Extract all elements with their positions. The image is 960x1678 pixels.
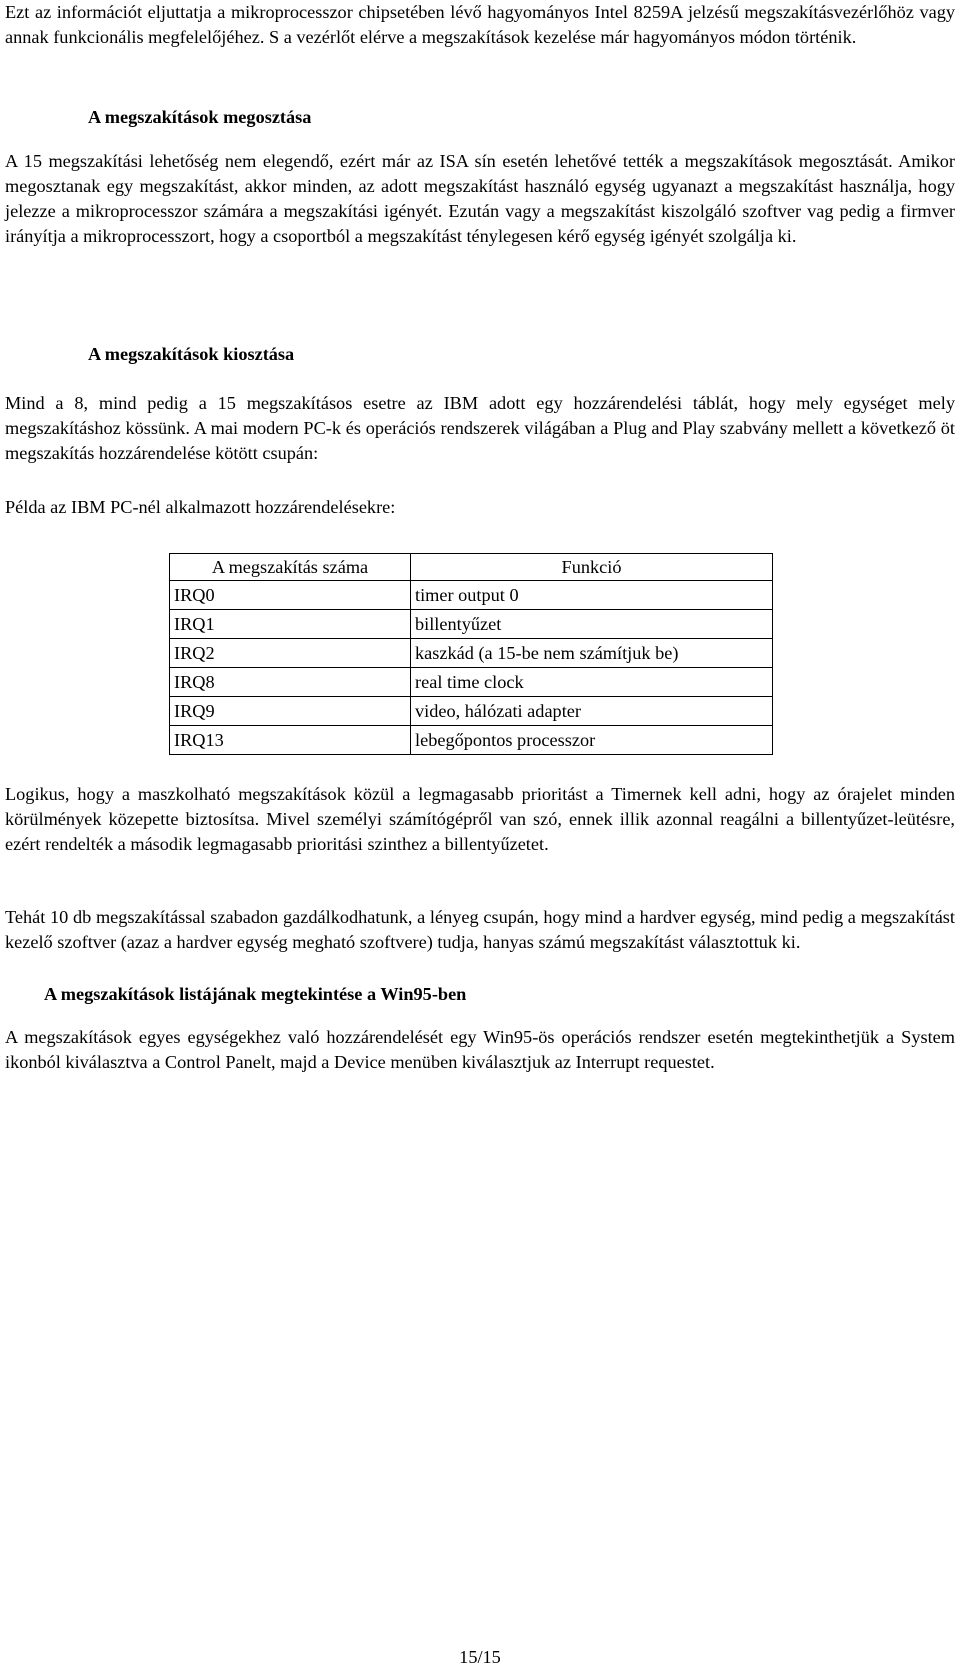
table-cell-irq: IRQ0 [170, 581, 411, 610]
table-header-function: Funkció [411, 554, 773, 581]
table-header-irq-number: A megszakítás száma [170, 554, 411, 581]
paragraph-win95: A megszakítások egyes egységekhez való hozzárendelését egy Win95-ös operációs rendszer esetén megtekinthetjük a System ikonból kiválasztva a Control Panelt, majd a Device menüben kiválasztjuk az Interrupt requestet. [5, 1027, 955, 1072]
table-row [170, 668, 773, 697]
table-row [170, 697, 773, 726]
table-cell-irq: IRQ2 [170, 639, 411, 668]
table-cell-function: timer output 0 [411, 581, 773, 610]
table-cell-function: billentyűzet [411, 610, 773, 639]
table-cell-irq: IRQ1 [170, 610, 411, 639]
paragraph-logic: Logikus, hogy a maszkolható megszakítások közül a legmagasabb prioritást a Timernek kell adni, hogy az órajelet minden körülmények közepette biztosítsa. Mivel személyi számítógépről van szó, ennek illik azonnal reagálni a billentyűzet-leütésre, ezért rendelték a második legmagasabb prioritási szinthez a billentyűzetet. [5, 784, 955, 854]
table-cell-function: video, hálózati adapter [411, 697, 773, 726]
heading-allocation: A megszakítások kiosztása [88, 344, 295, 364]
table-row [170, 639, 773, 668]
paragraph-free-interrupts: Tehát 10 db megszakítással szabadon gazdálkodhatunk, a lényeg csupán, hogy mind a hardver egység, mind pedig a megszakítást kezelő szoftver (azaz a hardver egység megható szoftvere) tudja, hanyas számú megszakítást választottuk ki. [5, 907, 955, 952]
table-cell-irq: IRQ9 [170, 697, 411, 726]
paragraph-sharing: A 15 megszakítási lehetőség nem elegendő, ezért már az ISA sín esetén lehetővé tették a megszakítások megosztását. Amikor megosztanak egy megszakítást, akkor minden, az adott megszakítást használó egység ugyanazt a megszakítást használja, hogy jelezze a mikroprocesszor számára a megszakítási igényét. Ezután vagy a megszakítást kiszolgáló szoftver vag pedig a firmver irányítja a mikroprocesszort, hogy a csoportból a megszakítást ténylegesen kérő egység igényét szolgálja ki. [5, 151, 955, 246]
irq-assignment-table [169, 553, 773, 755]
table-row [170, 726, 773, 755]
table-cell-irq: IRQ13 [170, 726, 411, 755]
table-cell-irq: IRQ8 [170, 668, 411, 697]
paragraph-intro: Ezt az információt eljuttatja a mikroprocesszor chipsetében lévő hagyományos Intel 8259A jelzésű megszakításvezérlőhöz vagy annak funkcionális megfelelőjéhez. S a vezérlőt elérve a megszakítások kezelése már hagyományos módon történik. [5, 2, 955, 47]
table-cell-function: lebegőpontos processzor [411, 726, 773, 755]
heading-sharing: A megszakítások megosztása [88, 107, 312, 127]
table-cell-function: kaszkád (a 15-be nem számítjuk be) [411, 639, 773, 668]
table-header-row [170, 554, 773, 581]
paragraph-example-intro: Példa az IBM PC-nél alkalmazott hozzárendelésekre: [5, 497, 396, 517]
page-number: 15/15 [459, 1647, 501, 1667]
table-cell-function: real time clock [411, 668, 773, 697]
table-row [170, 610, 773, 639]
table-row [170, 581, 773, 610]
heading-win95: A megszakítások listájának megtekintése a Win95-ben [44, 984, 467, 1004]
paragraph-allocation: Mind a 8, mind pedig a 15 megszakításos esetre az IBM adott egy hozzárendelési táblát, hogy mely egységet mely megszakításhoz kössünk. A mai modern PC-k és operációs rendszerek világában a Plug and Play szabvány mellett a következő öt megszakítás hozzárendelése kötött csupán: [5, 393, 955, 463]
